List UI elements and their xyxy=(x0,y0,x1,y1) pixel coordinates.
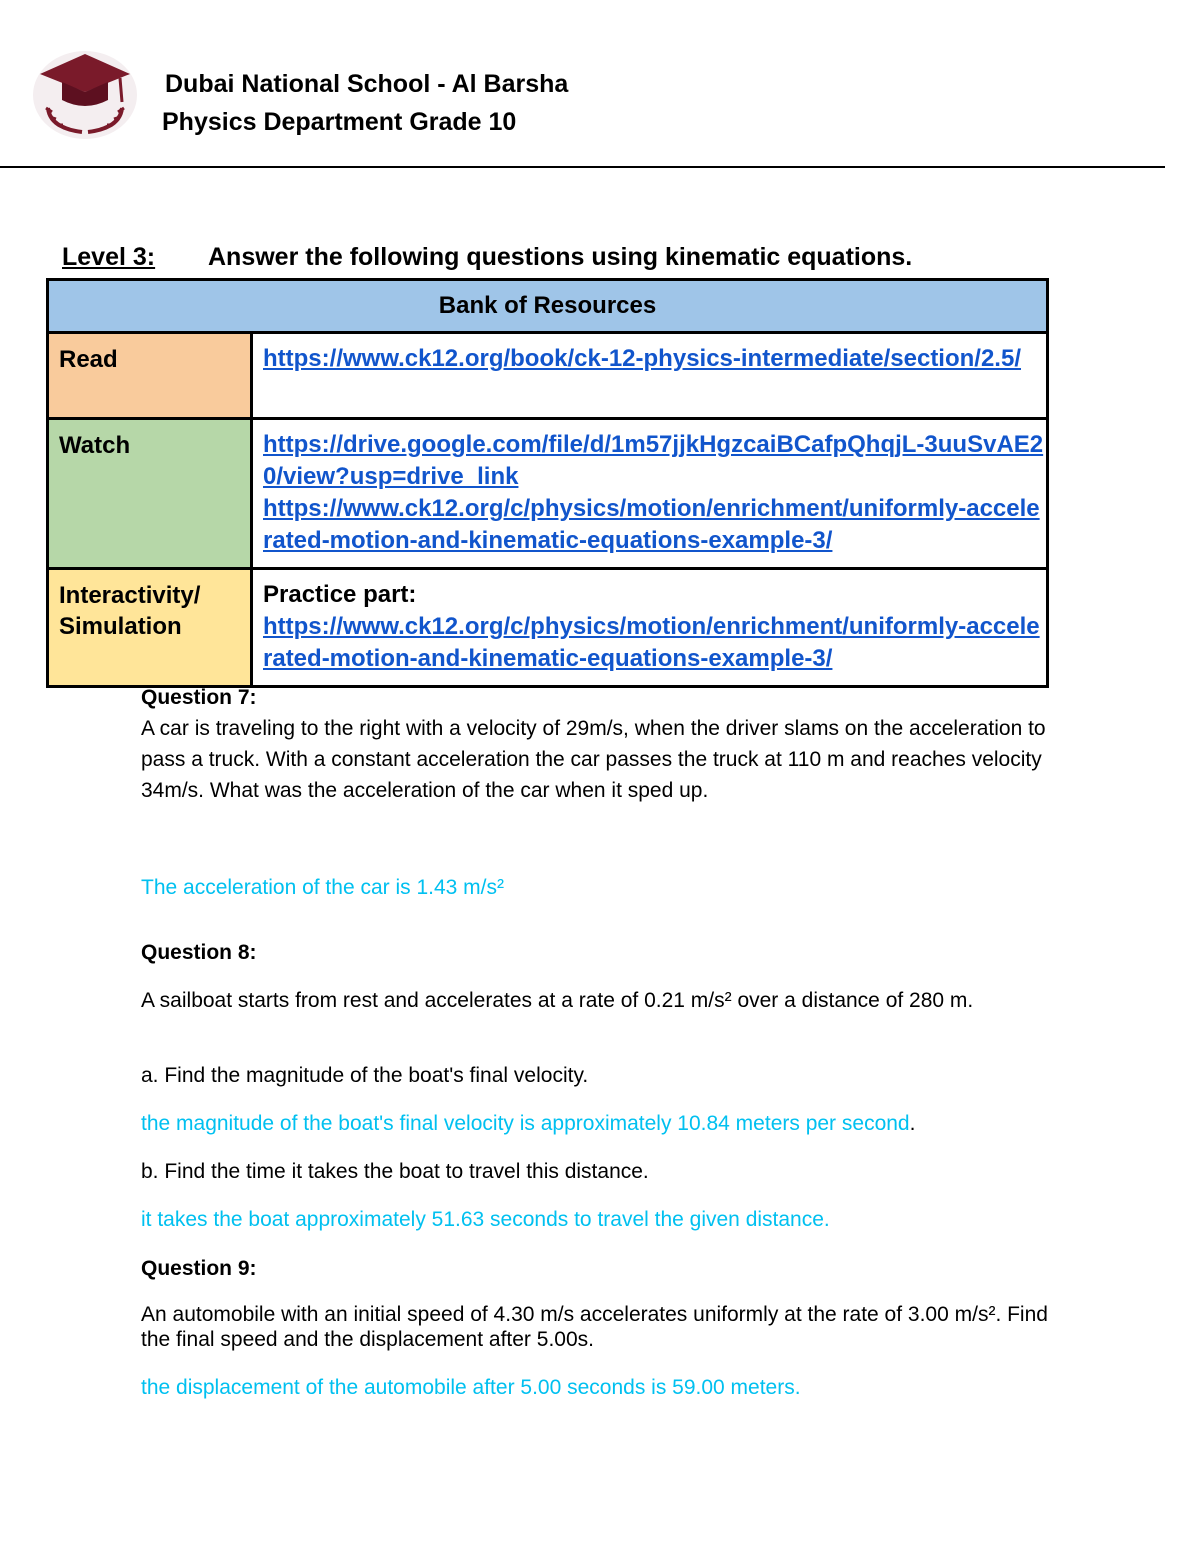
interactivity-links xyxy=(252,569,1048,687)
question-9-answer: the displacement of the automobile after 5.00 seconds is 59.00 meters. xyxy=(141,1376,801,1399)
question-9-text: An automobile with an initial speed of 4.30 m/s accelerates uniformly at the rate of 3.00 m/s². Find the final speed and the displacement after 5.00s. xyxy=(141,1303,1048,1351)
question-8-answer-a: the magnitude of the boat's final velocity is approximately 10.84 meters per second xyxy=(141,1112,910,1135)
level-label: Level 3: xyxy=(62,243,156,271)
watch-row xyxy=(48,419,1048,569)
question-8-part-a: a. Find the magnitude of the boat's final velocity. xyxy=(141,1064,589,1087)
question-8-title: Question 8: xyxy=(141,941,257,964)
school-logo xyxy=(30,40,140,140)
level-heading xyxy=(62,243,912,272)
department-name: Physics Department Grade 10 xyxy=(162,108,517,136)
question-7-answer: The acceleration of the car is 1.43 m/s² xyxy=(141,876,504,899)
question-7-title: Question 7: xyxy=(141,686,257,709)
level-instruction: Answer the following questions using kinematic equations. xyxy=(208,243,913,271)
interactivity-row xyxy=(48,569,1048,687)
header-divider xyxy=(0,166,1165,168)
interactivity-label-line2: Simulation xyxy=(59,613,182,640)
interactivity-link[interactable]: https://www.ck12.org/c/physics/motion/enrichment/uniformly-accelerated-motion-and-kinematic-equations-example-3/ xyxy=(263,613,1040,672)
question-8-part-b: b. Find the time it takes the boat to travel this distance. xyxy=(141,1160,649,1183)
read-row xyxy=(48,333,1048,419)
watch-link-drive[interactable]: https://drive.google.com/file/d/1m57jjkHgzcaiBCafpQhqjL-3uuSvAE20/view?usp=drive_link xyxy=(263,431,1044,490)
question-7 xyxy=(141,682,1061,806)
practice-part-label: Practice part: xyxy=(263,581,417,608)
question-8-answer-a-line xyxy=(141,1108,1061,1139)
question-7-text: A car is traveling to the right with a velocity of 29m/s, when the driver slams on the acceleration to pass a truck. With a constant acceleration the car passes the truck at 110 m and reaches velocity 34m/s. What was the acceleration of the car when it sped up. xyxy=(141,717,1046,802)
school-name: Dubai National School - Al Barsha xyxy=(165,70,569,98)
watch-link-ck12[interactable]: https://www.ck12.org/c/physics/motion/enrichment/uniformly-accelerated-motion-and-kinematic-equations-example-3/ xyxy=(263,495,1040,554)
interactivity-label xyxy=(48,569,252,687)
interactivity-label-line1: Interactivity/ xyxy=(59,582,201,609)
read-links xyxy=(252,333,1048,419)
resources-table xyxy=(46,278,1049,688)
question-8-answer-a-suffix: . xyxy=(909,1112,916,1135)
resources-title: Bank of Resources xyxy=(48,280,1048,333)
question-8-text: A sailboat starts from rest and accelerates at a rate of 0.21 m/s² over a distance of 280 m. xyxy=(141,989,974,1012)
watch-label: Watch xyxy=(48,419,252,569)
question-9-title: Question 9: xyxy=(141,1257,257,1280)
watch-links xyxy=(252,419,1048,569)
read-label: Read xyxy=(48,333,252,419)
graduation-cap-icon xyxy=(30,40,140,140)
question-8-answer-b: it takes the boat approximately 51.63 seconds to travel the given distance. xyxy=(141,1208,830,1231)
read-link[interactable]: https://www.ck12.org/book/ck-12-physics-intermediate/section/2.5/ xyxy=(263,345,1021,372)
